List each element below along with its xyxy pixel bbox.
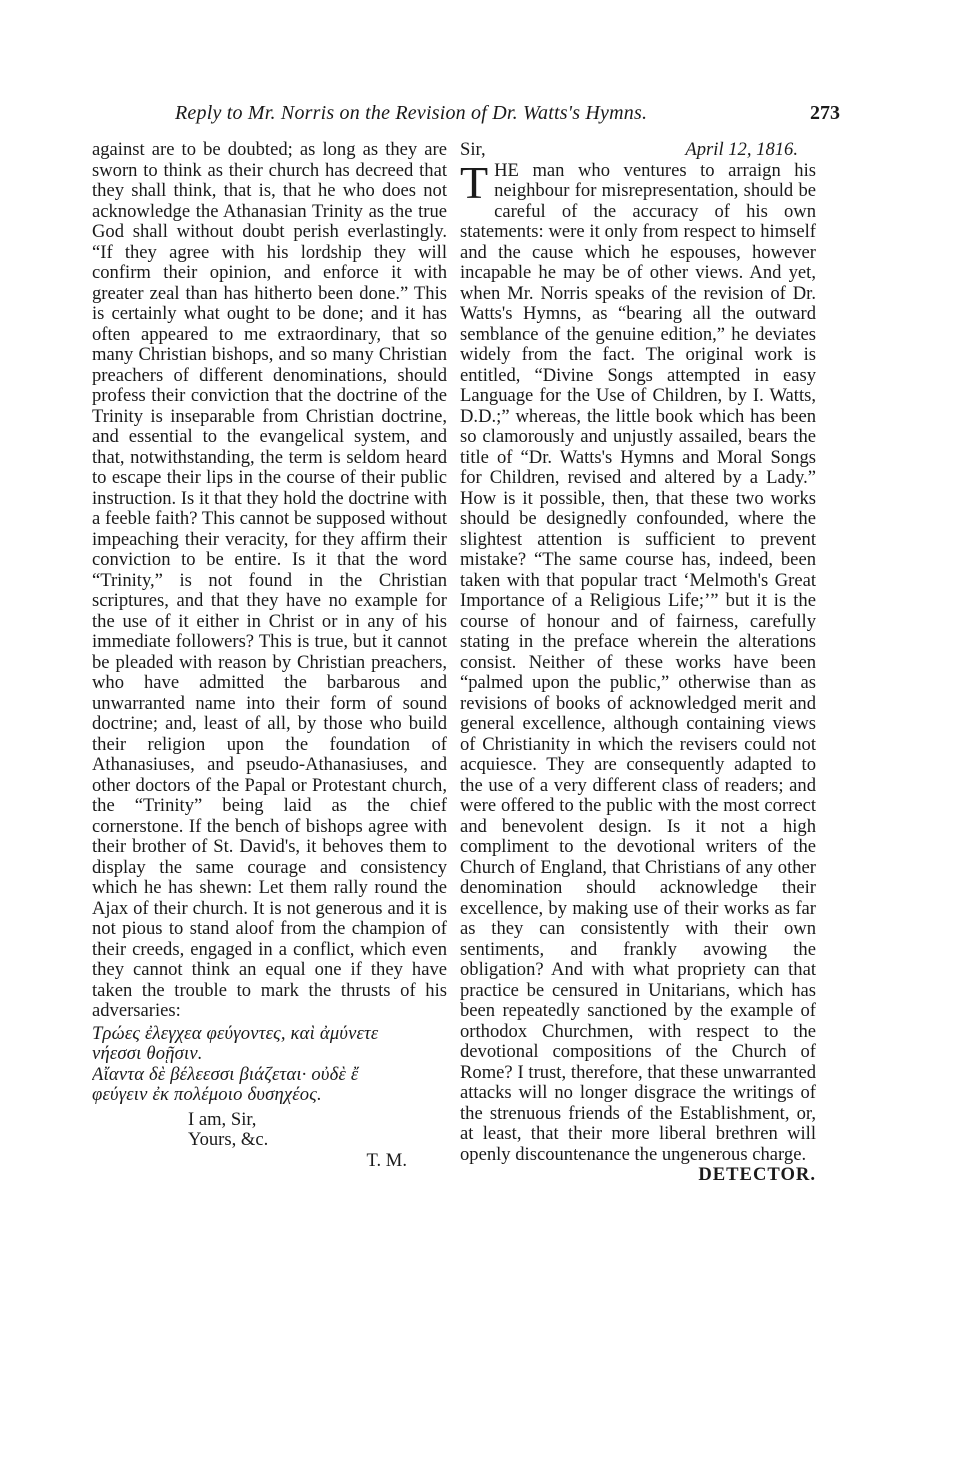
letter-date: April 12, 1816. xyxy=(685,139,798,160)
running-head xyxy=(95,98,840,132)
right-column xyxy=(460,140,816,1186)
right-column-body xyxy=(460,156,816,1166)
greek-line: νήεσσι θοῇσιν. xyxy=(92,1044,203,1064)
greek-line: Τρώες ἐλεγχεα φεύγοντες, καὶ ἀμύνετε xyxy=(92,1023,379,1044)
closing-phrase: I am, Sir, xyxy=(188,1108,257,1130)
left-column xyxy=(92,140,447,1171)
greek-quotation xyxy=(92,1024,447,1106)
letter-closing xyxy=(92,1110,447,1172)
greek-line: φεύγειν ἐκ πολέμοιο δυσηχέος. xyxy=(92,1085,322,1105)
left-column-body: against are to be doubted; as long as they are sworn to think as their church has decreed that they shall think, that is, that he who does not acknowledge the Athanasian Trinity as the true God shall without doubt perish everlastingly. “If they agree with his lordship they will confirm their opinion, and enforce it with greater zeal than has hitherto been done.” This is certainly what ought to be done; and it has often appeared to me extraordinary, that so many Christian bishops, and so many Christian preachers of different denominations, should profess their conviction that the doctrine of the Trinity is inseparable from Christian doctrine, and essential to the evangelical system, and that, notwithstanding, the term is seldom heard to escape their lips in the course of their public instruction. Is it that they hold the doctrine with a feeble faith? This cannot be supposed without impeaching their veracity, for they affirm their conviction to be entire. Is it that the word “Trinity,” is not found in the Christian scriptures, and that they have no example for the use of it either in Christ or in any of his immediate followers? This is true, but it cannot be pleaded with reason by Christian preachers, who have admitted the barbarous and unwarranted name into their form of sound doctrine; and, least of all, by those who build their religion upon the foundation of Athanasiuses, and pseudo-Athanasiuses, and other doctors of the Papal or Protestant church, the “Trinity” being laid as the chief cornerstone. If the bench of bishops agree with their brother of St. David's, it behoves them to display the same courage and consistency which he has shewn: Let them rally round the Ajax of their church. It is not generous and it is not pious to stand aloof from the champion of their creeds, engaged in a conflict, which even they cannot think an equal one if they have taken the trouble to mark the thrusts of his adversaries: xyxy=(92,139,447,1021)
page-number: 273 xyxy=(810,102,840,124)
signature-detector: DETECTOR. xyxy=(698,1164,816,1185)
letter-dateline xyxy=(460,140,816,161)
salutation: Sir, xyxy=(460,139,486,160)
running-head-title: Reply to Mr. Norris on the Revision of Dr. Watts's Hymns. xyxy=(175,102,648,124)
signature-initials: T. M. xyxy=(366,1149,407,1171)
drop-cap: T xyxy=(460,156,489,208)
right-column-text: HE man who ventures to arraign his neighbour for misrepresentation, should be careful of the accuracy of his own statements: were it only from respect to himself and the cause which he espouses, however incapable he may be of other views. And yet, when Mr. Norris speaks of the revision of Dr. Watts's Hymns, as “bearing all the outward semblance of the genuine edition,” he deviates widely from the fact. The original work is entitled, “Divine Songs attempted in easy Language for the Use of Children, by I. Watts, D.D.;” whereas, the little book which has been so clamorously and unjustly assailed, bears the title of “Dr. Watts's Hymns and Moral Songs for Children, revised and altered by a Lady.” How is it possible, then, that these two works should be designedly confounded, where the slightest attention is sufficient to prevent mistake? “The same course has, indeed, been taken with that popular tract ‘Melmoth's Great Importance of a Religious Life;’” but it is the course of honour and of fairness, carefully stating in the preface wherein the alterations consist. Neither of these works have been “palmed upon the public,” otherwise than as revisions of books of acknowledged merit and general excellence, although containing views of Christianity in which the revisers could not acquiesce. They are consequently adapted to the use of a very different class of readers; and were offered to the public with the most correct and benevolent design. Is it not a high compliment to the devotional writers of the Church of England, that Christians of any other denomination should acknowledge their excellence, by making use of their works as far as they can consistently with their own sentiments, and frankly avowing the obligation? And with what propriety can that practice be censured in Unitarians, which has been repeatedly sanctioned by the example of orthodox Churchmen, with respect to the devotional compositions of the Church of Rome? I trust, therefore, that these unwarranted attacks will no longer disgrace the writings of the strenuous friends of the Establishment, or, at least, that their more liberal brethren will openly discountenance the ungenerous charge. xyxy=(460,159,816,1165)
greek-line: Αἴαντα δὲ βέλεεσσι βιάζεται· οὐδὲ ἔ xyxy=(92,1064,359,1085)
signature-salutation: Yours, &c. xyxy=(188,1129,269,1150)
